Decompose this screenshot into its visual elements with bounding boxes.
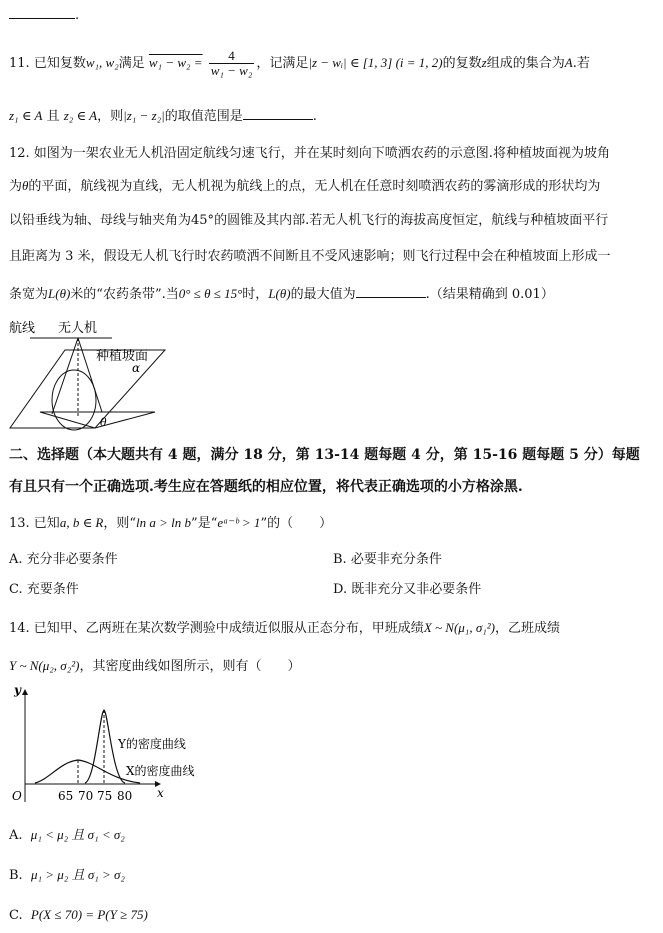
q13-option-c[interactable]: C. 充要条件 [9,582,79,597]
theta-label: θ [100,416,107,429]
q14-option-a[interactable]: A. μ₁ < μ₂ 且 σ₁ < σ₂ [9,827,125,843]
q12-line4: 且距离为 3 米，假设无人机飞行时农药喷洒不间断且不受风速影响；则飞行过程中会在种植坡面上形成一 [9,249,611,264]
q11-line2: z₁ ∈ A 且 z₂ ∈ A，则|z₁ − z₂|的取值范围是 . [9,108,317,124]
q11-fraction: $\frac{4}{\text{w₁ − w₂}}$ [210,48,253,78]
x-curve-label: X的密度曲线 [126,764,195,778]
x-density-curve [35,760,140,783]
q12-line3: 以铅垂线为轴、母线与轴夹角为45°的圆锥及其内部.若无人机飞行的海拔高度恒定，航线与种植坡面平行 [9,213,609,228]
density-curve-figure [0,682,230,812]
drone-label: 无人机 [58,321,98,336]
slope-label: 种植坡面 [96,349,149,364]
cone-section-ellipse [52,370,96,430]
q14-option-c[interactable]: C. P(X ≤ 70) = P(Y ≥ 75) [9,907,148,923]
q13-option-a[interactable]: A. 充分非必要条件 [9,552,118,567]
y-curve-label: Y的密度曲线 [118,737,186,751]
q14-line2: Y ~ N(μ₂, σ₂²)，其密度曲线如图所示，则有（ ） [9,658,301,674]
answer-blank [9,6,75,19]
tick-75: 75 [97,789,113,803]
q13-option-b[interactable]: B. 必要非充分条件 [333,552,442,567]
x-axis-label: x [157,786,164,800]
answer-blank [356,285,426,298]
tick-70: 70 [78,789,94,803]
prev-question-tail: . [9,6,79,25]
answer-blank [243,107,313,120]
q12-line1: 12. 如图为一架农业无人机沿固定航线匀速飞行，并在某时刻向下喷洒农药的示意图.将种植坡面视为坡角 [9,146,610,161]
section2-header-line2: 有且只有一个正确选项.考生应在答题纸的相应位置，将代表正确选项的小方格涂黑. [9,479,523,495]
q11-line1: 11. 已知复数w₁, w₂满足 w₁ − w₂ = $\frac{4}{\text{w₁ − w₂}}$ ，记满足|z − wᵢ| ∈ [1, 3] (i = 1, 2)的复数z组成的集合为A.若 [9,48,590,78]
drone-spray-figure [0,316,180,434]
y-axis-label: y [14,683,21,697]
route-label: 航线 [9,321,36,336]
section2-header-line1: 二、选择题（本大题共有 4 题，满分 18 分，第 13-14 题每题 4 分，第 15-16 题每题 5 分）每题 [9,447,640,463]
q13-option-d[interactable]: D. 既非充分又非必要条件 [333,582,482,597]
q13-stem: 13. 已知a, b ∈ R，则“ln a > ln b”是“eᵃ⁻ᵇ > 1”的（ ） [9,515,333,531]
q14-line1: 14. 已知甲、乙两班在某次数学测验中成绩近似服从正态分布，甲班成绩X ~ N(μ₁, σ₁²)，乙班成绩 [9,620,561,636]
origin-label: O [12,789,22,803]
q11-conjugate-expression: w₁ − w₂ = [148,55,203,70]
alpha-label: α [132,361,141,375]
tick-80: 80 [117,789,133,803]
q14-option-b[interactable]: B. μ₁ > μ₂ 且 σ₁ > σ₂ [9,867,125,883]
tick-65: 65 [58,789,74,803]
q12-line5: 条宽为L(θ)米的“农药条带”.当0° ≤ θ ≤ 15°时，L(θ)的最大值为 .（结果精确到 0.01） [9,286,554,302]
cone-generatrix-left [52,338,78,414]
q12-line2: 为θ的平面，航线视为直线，无人机视为航线上的点，无人机在任意时刻喷洒农药的雾滴形成的形状均为 [9,178,601,194]
